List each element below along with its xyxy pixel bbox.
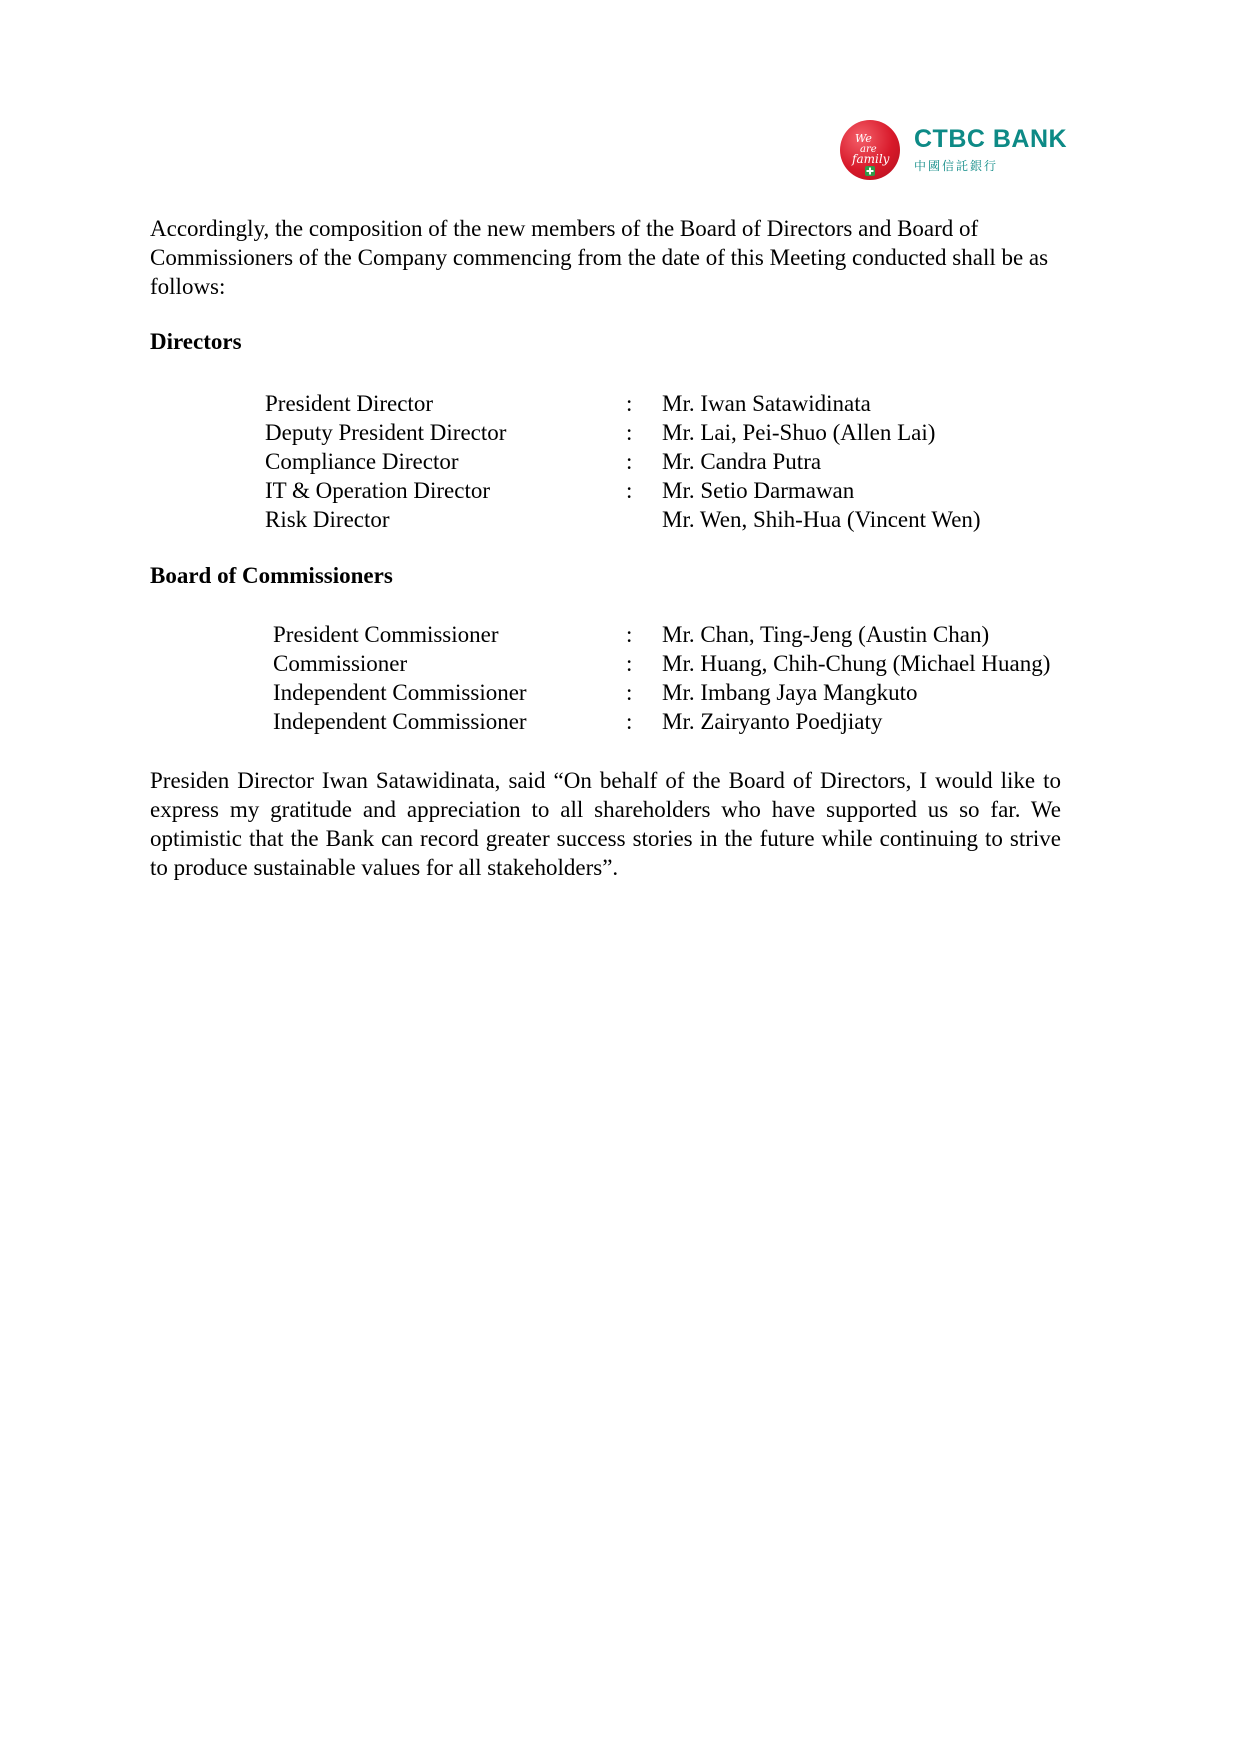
person-name: Mr. Candra Putra bbox=[662, 449, 822, 474]
svg-text:family: family bbox=[852, 152, 890, 166]
commissioner-row bbox=[0, 620, 1241, 649]
role-label: IT & Operation Director bbox=[265, 478, 491, 503]
person-name: Mr. Wen, Shih-Hua (Vincent Wen) bbox=[662, 507, 981, 532]
separator: : bbox=[626, 391, 633, 416]
role-label: Deputy President Director bbox=[265, 420, 507, 445]
role-label: Commissioner bbox=[273, 651, 408, 676]
bank-chinese-name: 中國信託銀行 bbox=[914, 159, 999, 173]
commissioner-row bbox=[0, 707, 1241, 736]
separator: : bbox=[626, 449, 633, 474]
directors-list bbox=[0, 389, 1241, 534]
role-label: Independent Commissioner bbox=[273, 709, 527, 734]
director-row bbox=[0, 418, 1241, 447]
role-label: Compliance Director bbox=[265, 449, 459, 474]
person-name: Mr. Setio Darmawan bbox=[662, 478, 855, 503]
role-label: Risk Director bbox=[265, 507, 390, 532]
svg-text:We: We bbox=[855, 132, 872, 145]
closing-paragraph: Presiden Director Iwan Satawidinata, said “On behalf of the Board of Directors, I would like to express my gratitude and appreciation to all shareholders who have supported us so far. We optimistic that the Bank can record greater success stories in the future while continuing to strive to produce sustainable values for all stakeholders”. bbox=[150, 768, 1061, 880]
role-label: President Director bbox=[265, 391, 433, 416]
role-label: Independent Commissioner bbox=[273, 680, 527, 705]
director-row bbox=[0, 476, 1241, 505]
we-are-family-badge-icon bbox=[840, 120, 900, 180]
separator: : bbox=[626, 651, 633, 676]
svg-text:are: are bbox=[860, 144, 877, 155]
commissioners-list bbox=[0, 620, 1241, 736]
commissioner-row bbox=[0, 649, 1241, 678]
intro-paragraph: Accordingly, the composition of the new members of the Board of Directors and Board of Commissioners of the Company commencing from the date of this Meeting conducted shall be as follows: bbox=[150, 216, 1049, 299]
director-row bbox=[0, 447, 1241, 476]
person-name: Mr. Imbang Jaya Mangkuto bbox=[662, 680, 918, 705]
separator: : bbox=[626, 478, 633, 503]
person-name: Mr. Zairyanto Poedjiaty bbox=[662, 709, 883, 734]
person-name: Mr. Huang, Chih-Chung (Michael Huang) bbox=[662, 651, 1051, 676]
commissioners-heading: Board of Commissioners bbox=[150, 563, 393, 588]
separator: : bbox=[626, 709, 633, 734]
director-row bbox=[0, 389, 1241, 418]
bank-name: CTBC BANK bbox=[914, 125, 1068, 153]
person-name: Mr. Chan, Ting-Jeng (Austin Chan) bbox=[662, 622, 990, 647]
ctbc-bank-logo bbox=[840, 120, 1070, 182]
directors-heading: Directors bbox=[150, 329, 242, 354]
role-label: President Commissioner bbox=[273, 622, 499, 647]
commissioner-row bbox=[0, 678, 1241, 707]
separator: : bbox=[626, 622, 633, 647]
person-name: Mr. Lai, Pei-Shuo (Allen Lai) bbox=[662, 420, 936, 445]
person-name: Mr. Iwan Satawidinata bbox=[662, 391, 871, 416]
director-row bbox=[0, 505, 1241, 534]
separator: : bbox=[626, 420, 633, 445]
separator: : bbox=[626, 680, 633, 705]
